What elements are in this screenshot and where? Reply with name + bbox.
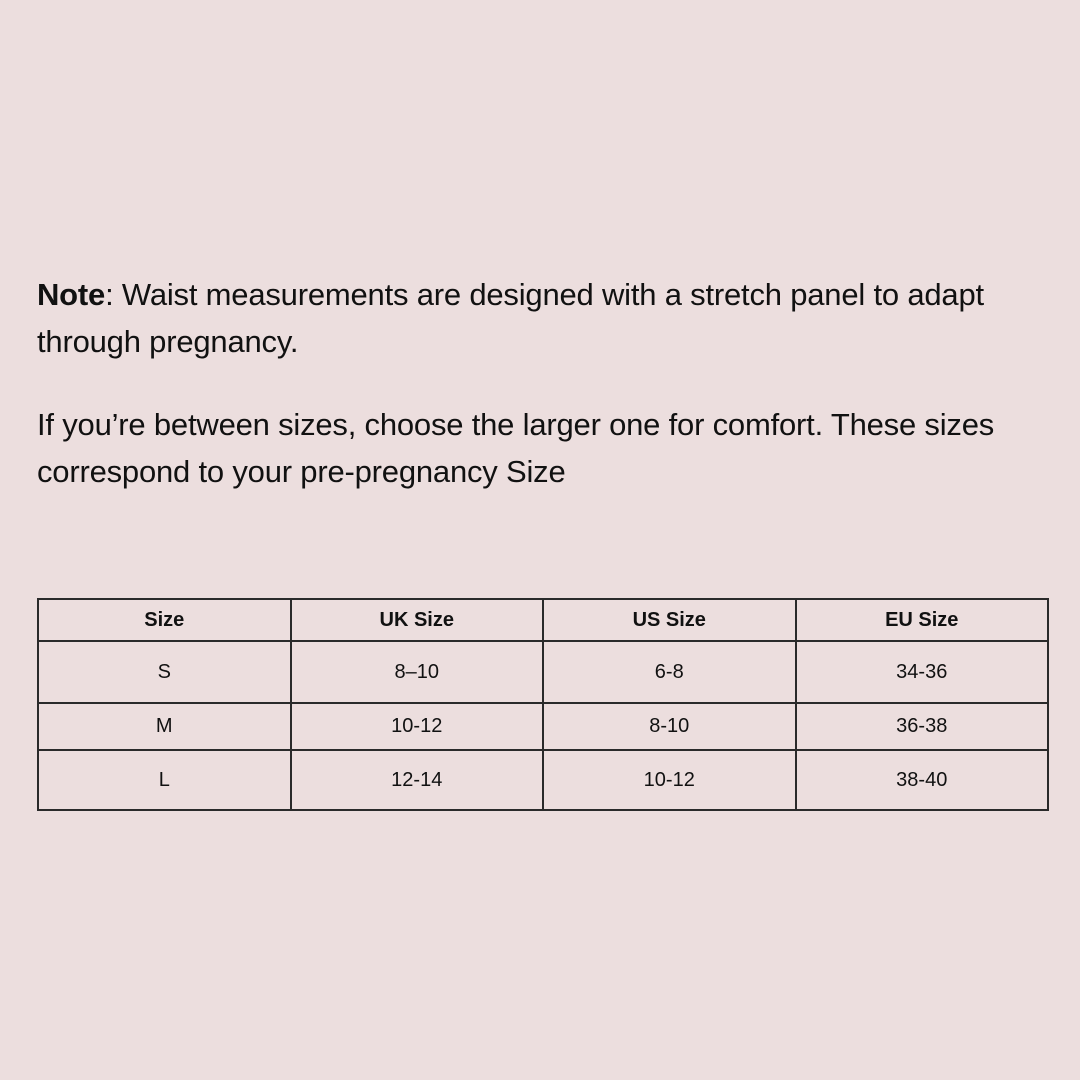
header-size: Size xyxy=(38,599,291,641)
table-row xyxy=(38,641,1048,703)
table-header-row xyxy=(38,599,1048,641)
size-chart-table xyxy=(37,598,1049,811)
header-uk-size: UK Size xyxy=(291,599,544,641)
cell-size: S xyxy=(38,641,291,703)
cell-eu-size: 36-38 xyxy=(796,703,1049,750)
cell-uk-size: 12-14 xyxy=(291,750,544,810)
cell-us-size: 8-10 xyxy=(543,703,796,750)
note-paragraph xyxy=(37,271,1047,365)
cell-size: L xyxy=(38,750,291,810)
header-us-size: US Size xyxy=(543,599,796,641)
cell-eu-size: 38-40 xyxy=(796,750,1049,810)
table-row xyxy=(38,703,1048,750)
cell-eu-size: 34-36 xyxy=(796,641,1049,703)
cell-us-size: 6-8 xyxy=(543,641,796,703)
cell-uk-size: 8–10 xyxy=(291,641,544,703)
note-label: Note xyxy=(37,277,106,312)
header-eu-size: EU Size xyxy=(796,599,1049,641)
note-text: : Waist measurements are designed with a stretch panel to adapt through pregnancy. xyxy=(37,277,984,359)
cell-size: M xyxy=(38,703,291,750)
table-row xyxy=(38,750,1048,810)
sizing-advice-paragraph: If you’re between sizes, choose the larger one for comfort. These sizes correspond to your pre-pregnancy Size xyxy=(37,407,995,489)
cell-us-size: 10-12 xyxy=(543,750,796,810)
cell-uk-size: 10-12 xyxy=(291,703,544,750)
